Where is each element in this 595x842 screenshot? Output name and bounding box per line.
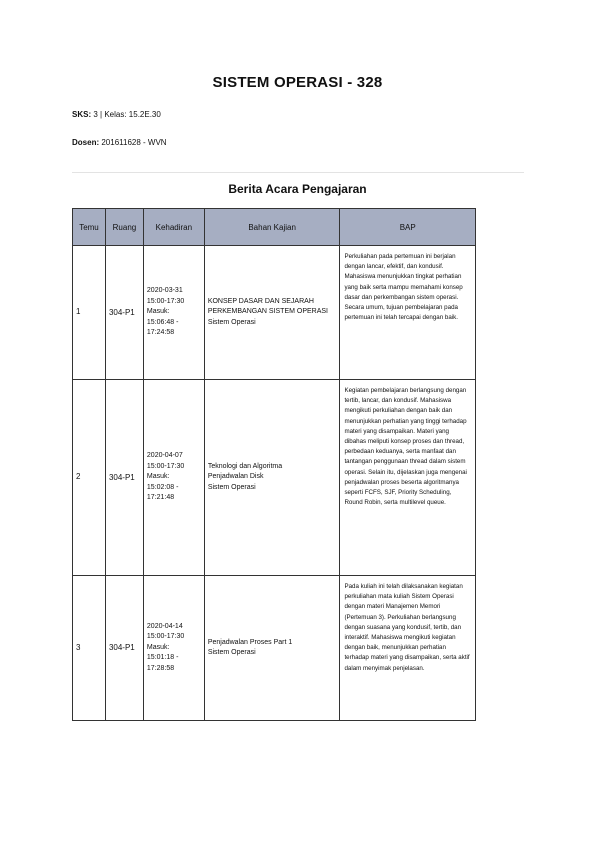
cell-kehadiran [143,246,204,380]
cell-temu: 3 [73,576,106,721]
bahan-line: Sistem Operasi [207,649,256,656]
header-kehadiran: Kehadiran [143,209,204,246]
sks-value: 3 | Kelas: 15.2E.30 [93,110,161,119]
table-row [73,246,476,380]
bahan-line: Sistem Operasi [207,318,256,326]
kehadiran-out: 17:28:58 [146,664,175,672]
kehadiran-time: 15:00-17:30 [146,297,185,305]
kehadiran-in: 15:02:08 - [146,483,179,491]
cell-temu: 1 [73,246,106,380]
page-title: SISTEM OPERASI - 328 [212,74,383,91]
bahan-line: Penjadwalan Proses Part 1 [207,638,293,646]
table-row [73,576,476,721]
kehadiran-date: 2020-04-14 [146,622,183,630]
dosen-label: Dosen: [72,138,100,147]
bahan-line: Penjadwalan Disk [207,473,264,481]
bahan-line: PERKEMBANGAN SISTEM OPERASI [207,308,329,316]
dosen-value: 201611628 - WVN [101,138,167,147]
kehadiran-out: 17:21:48 [146,494,175,502]
bap-table [72,208,476,721]
cell-kehadiran [143,576,204,721]
cell-bap: Pada kuliah ini telah dilaksanakan kegiatan perkuliahan mata kuliah Sistem Operasi dengan materi Manajemen Memori (Pertemuan 3). Perkuliahan berlangsung dengan suasana yang kondusif, tertib, dan interaktif. Mahasiswa mengikuti kegiatan dengan baik, menunjukkan perhatian terhadap materi yang disampaikan, serta aktif dalam menyimak penjelasan. [340,576,476,721]
cell-ruang: 304-P1 [105,246,143,380]
table-header-row [73,209,476,246]
kehadiran-time: 15:00-17:30 [146,633,185,641]
cell-bahan-kajian [204,576,340,721]
dosen-line [72,138,167,147]
header-bahan-kajian: Bahan Kajian [204,209,340,246]
kehadiran-date: 2020-03-31 [146,287,183,295]
kehadiran-masuk-label: Masuk: [146,308,170,316]
header-bap: BAP [340,209,476,246]
table-row [73,380,476,576]
cell-bap: Perkuliahan pada pertemuan ini berjalan dengan lancar, efektif, dan kondusif. Mahasiswa menunjukkan tingkat perhatian yang baik serta mampu memahami konsep dasar dan perkembangan sistem operasi. Secara umum, tujuan pembelajaran pada pertemuan ini telah tercapai dengan baik. [340,246,476,380]
cell-ruang: 304-P1 [105,576,143,721]
sks-label: SKS: [72,110,92,119]
cell-bahan-kajian [204,246,340,380]
kehadiran-date: 2020-04-07 [146,452,183,460]
kehadiran-in: 15:01:18 - [146,654,179,662]
kehadiran-masuk-label: Masuk: [146,473,170,481]
cell-bahan-kajian [204,380,340,576]
kehadiran-in: 15:06:48 - [146,318,179,326]
bahan-line: Sistem Operasi [207,483,256,491]
cell-kehadiran [143,380,204,576]
kehadiran-out: 17:24:58 [146,329,175,337]
sks-line [72,110,161,119]
bahan-line: Teknologi dan Algoritma [207,462,283,470]
cell-bap: Kegiatan pembelajaran berlangsung dengan tertib, lancar, dan kondusif. Mahasiswa mengikuti perkuliahan dengan baik dan menunjukkan perhatian yang tinggi terhadap materi yang disampaikan. Materi yang dibahas meliputi konsep proses dan thread, perbedaan keduanya, serta manfaat dan tantangan penggunaan thread dalam sistem operasi. Selain itu, dijelaskan juga mengenai penjadwalan proses beserta algoritmanya seperti FCFS, SJF, Priority Scheduling, Round Robin, serta multilevel queue. [340,380,476,576]
cell-ruang: 304-P1 [105,380,143,576]
bahan-line: KONSEP DASAR DAN SEJARAH [207,297,314,305]
header-temu: Temu [73,209,106,246]
kehadiran-masuk-label: Masuk: [146,643,170,651]
kehadiran-time: 15:00-17:30 [146,462,185,470]
header-ruang: Ruang [105,209,143,246]
divider [72,172,524,173]
cell-temu: 2 [73,380,106,576]
section-title: Berita Acara Pengajaran [228,182,367,196]
